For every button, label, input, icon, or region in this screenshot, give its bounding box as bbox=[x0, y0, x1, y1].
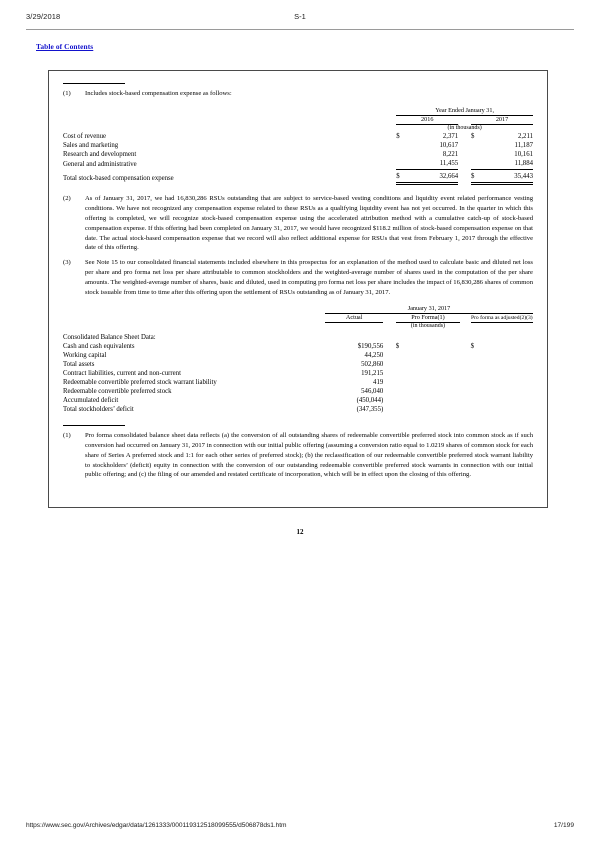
row-actual: 502,860 bbox=[361, 361, 384, 369]
table-row bbox=[63, 370, 533, 379]
row-value-2016: 8,221 bbox=[442, 151, 459, 159]
row-currency-2017 bbox=[471, 160, 482, 169]
table-header-columns-row bbox=[63, 314, 533, 323]
row-currency-2017 bbox=[471, 151, 482, 160]
row-value-2017: 2,211 bbox=[517, 133, 533, 141]
sbc-units: (in thousands) bbox=[447, 125, 482, 132]
consolidated-balance-sheet-table bbox=[63, 305, 533, 415]
row-pro-forma bbox=[396, 379, 460, 388]
table-row bbox=[63, 160, 533, 169]
source-url: https://www.sec.gov/Archives/edgar/data/1261333/000119312518099555/d506878ds1.htm bbox=[26, 822, 287, 829]
row-actual: 419 bbox=[373, 379, 384, 387]
sbc-group-header: Year Ended January 31, bbox=[396, 107, 533, 116]
sbc-col-2016: 2016 bbox=[396, 116, 458, 125]
row-value-2016: 11,455 bbox=[407, 160, 458, 169]
row-pro-forma-adjusted bbox=[471, 361, 533, 370]
row-value-2017: 10,161 bbox=[514, 151, 533, 159]
row-label: Redeemable convertible preferred stock warrant liability bbox=[63, 379, 217, 387]
row-pro-forma bbox=[396, 388, 460, 397]
stock-based-compensation-table bbox=[63, 107, 533, 185]
row-value-2016: 2,371 bbox=[442, 133, 459, 141]
row-value-2017: 11,884 bbox=[482, 160, 533, 169]
footnote-separator-top bbox=[63, 83, 125, 84]
print-doc-title: S-1 bbox=[294, 12, 306, 21]
table-row bbox=[63, 388, 533, 397]
row-label: Contract liabilities, current and non-current bbox=[63, 370, 181, 378]
table-row bbox=[63, 406, 533, 415]
row-pro-forma-adjusted bbox=[471, 379, 533, 388]
balance-sheet-table-wrapper bbox=[63, 305, 533, 415]
page-count: 17/199 bbox=[553, 822, 574, 829]
row-pro-forma-adjusted bbox=[471, 388, 533, 397]
footnote-marker: (1) bbox=[63, 90, 71, 97]
row-pro-forma: $ bbox=[395, 343, 400, 351]
bs-col-pro-forma-adjusted: Pro forma as adjusted(2)(3) bbox=[470, 315, 533, 322]
total-currency-2017: $ bbox=[471, 173, 482, 183]
print-date: 3/29/2018 bbox=[26, 12, 61, 21]
table-header-group-row bbox=[63, 305, 533, 314]
table-section-title-row bbox=[63, 334, 533, 343]
row-pro-forma bbox=[396, 406, 460, 415]
page-number: 12 bbox=[296, 528, 304, 536]
row-pro-forma bbox=[396, 352, 460, 361]
row-pro-forma bbox=[396, 361, 460, 370]
row-label: Redeemable convertible preferred stock bbox=[63, 388, 172, 396]
bs-section-title: Consolidated Balance Sheet Data: bbox=[63, 334, 156, 342]
row-label: Total stockholders’ deficit bbox=[63, 405, 134, 413]
sbc-col-2017: 2017 bbox=[471, 116, 533, 125]
table-row bbox=[63, 397, 533, 406]
footnote-2 bbox=[63, 194, 533, 253]
row-label: General and administrative bbox=[63, 160, 137, 168]
table-header-columns-row bbox=[63, 116, 533, 125]
stock-based-compensation-table-wrapper bbox=[63, 107, 533, 185]
footnote-text: Includes stock-based compensation expense as follows: bbox=[85, 90, 232, 97]
row-currency-2016: $ bbox=[396, 133, 400, 141]
bs-units: (in thousands) bbox=[410, 323, 446, 330]
row-label: Sales and marketing bbox=[63, 142, 119, 150]
table-row bbox=[63, 379, 533, 388]
footnote-text: See Note 15 to our consolidated financial statements included elsewhere in this prospectus for an explanation of the method used to calculate basic and diluted net loss per share and pro forma net loss per share attributable to common stockholders and the weighted-average number of shares used in the computation of the per share amounts. The weighted-average number of shares, basic and diluted, used in computing pro forma net loss per share includes the impact of 16,830,286 shares of common stock issuable from time to time after this offering upon the settlement of RSUs outstanding as of January 31, 2017. bbox=[85, 259, 533, 297]
total-currency-2016: $ bbox=[396, 173, 407, 183]
footnote-marker: (3) bbox=[63, 259, 71, 267]
table-row bbox=[63, 352, 533, 361]
table-of-contents-link[interactable]: Table of Contents bbox=[36, 42, 94, 51]
bs-col-pro-forma: Pro Forma(1) bbox=[396, 314, 460, 323]
footnote-1-bottom bbox=[63, 431, 533, 480]
footnote-1-top bbox=[63, 89, 533, 99]
table-row bbox=[63, 142, 533, 151]
row-label: Total assets bbox=[63, 361, 95, 369]
row-actual: $190,556 bbox=[357, 343, 384, 351]
table-row bbox=[63, 361, 533, 370]
table-units-row bbox=[63, 323, 533, 331]
table-row bbox=[63, 343, 533, 352]
footnote-separator-bottom bbox=[63, 425, 125, 426]
table-total-row bbox=[63, 173, 533, 183]
row-value-2017: 11,187 bbox=[514, 142, 533, 150]
row-pro-forma-adjusted bbox=[471, 397, 533, 406]
row-pro-forma-adjusted bbox=[471, 406, 533, 415]
row-value-2016: 10,617 bbox=[439, 142, 459, 150]
table-row bbox=[63, 133, 533, 142]
bs-col-actual: Actual bbox=[325, 314, 383, 323]
row-label: Cash and cash equivalents bbox=[63, 343, 135, 351]
table-units-row bbox=[63, 125, 533, 133]
row-currency-2017: $ bbox=[471, 133, 475, 141]
row-pro-forma-adjusted: $ bbox=[470, 343, 474, 351]
row-pro-forma-adjusted bbox=[471, 352, 533, 361]
row-currency-2016 bbox=[396, 151, 407, 160]
footnote-marker: (1) bbox=[63, 431, 71, 439]
table-row bbox=[63, 151, 533, 160]
row-currency-2017 bbox=[471, 142, 482, 151]
footnote-marker: (2) bbox=[63, 195, 71, 203]
row-currency-2016 bbox=[396, 160, 407, 169]
row-actual: 546,040 bbox=[361, 388, 384, 396]
footnote-text: Pro forma consolidated balance sheet data reflects (a) the conversion of all outstanding shares of redeemable convertible preferred stock into common stock as if such conversion had occurred on January 31, 2017 in connection with our initial public offering (assuming a conversion ratio equal to 1.0219 shares of common stock for each share of Series A preferred stock and 1:1 for each other series of preferred stock); (b) the reclassification of our redeemable convertible preferred stock warrant liability to stockholders’ (deficit) equity in connection with the conversion of our outstanding redeemable convertible preferred stock warrants in connection with our initial public offering; and (c) the filing of our amended and restated certificate of incorporation, which will be in effect upon the closing of this offering. bbox=[85, 431, 533, 479]
total-value-2016: 32,664 bbox=[407, 173, 458, 183]
row-label: Working capital bbox=[63, 352, 107, 360]
row-label: Cost of revenue bbox=[63, 133, 107, 141]
header-divider bbox=[26, 29, 574, 30]
row-actual: (347,355) bbox=[356, 405, 384, 413]
bs-group-header: January 31, 2017 bbox=[325, 305, 533, 314]
print-footer bbox=[0, 822, 600, 834]
document-content-box bbox=[48, 70, 548, 508]
total-label: Total stock-based compensation expense bbox=[63, 174, 174, 182]
total-value-2017: 35,443 bbox=[482, 173, 533, 183]
footnote-3 bbox=[63, 258, 533, 298]
table-header-group-row bbox=[63, 107, 533, 116]
footnote-text: As of January 31, 2017, we had 16,830,286 RSUs outstanding that are subject to service-based vesting conditions and liquidity event related performance vesting conditions. We have not recognized any compensation expense related to these RSUs as a qualifying liquidity event has not yet occurred. In the quarter in which this offering is completed, we will recognize stock-based compensation expense using the accelerated attribution method with a cumulative catch-up of stock-based compensation expense. If this offering had been completed on January 31, 2017, we would have recognized $118.2 million of stock-based compensation expense on that date. The actual stock-based compensation expense that we record will also reflect additional expense for RSUs that vest from February 1, 2017 through the effective date of this offering. bbox=[85, 195, 533, 252]
row-actual: (450,044) bbox=[356, 396, 384, 404]
row-currency-2016 bbox=[396, 142, 407, 151]
row-pro-forma bbox=[396, 397, 460, 406]
row-label: Accumulated deficit bbox=[63, 396, 119, 404]
row-pro-forma-adjusted bbox=[471, 370, 533, 379]
row-actual: 191,215 bbox=[361, 370, 384, 378]
row-actual: 44,250 bbox=[364, 352, 384, 360]
row-pro-forma bbox=[396, 370, 460, 379]
print-header bbox=[0, 12, 600, 26]
row-label: Research and development bbox=[63, 151, 137, 159]
